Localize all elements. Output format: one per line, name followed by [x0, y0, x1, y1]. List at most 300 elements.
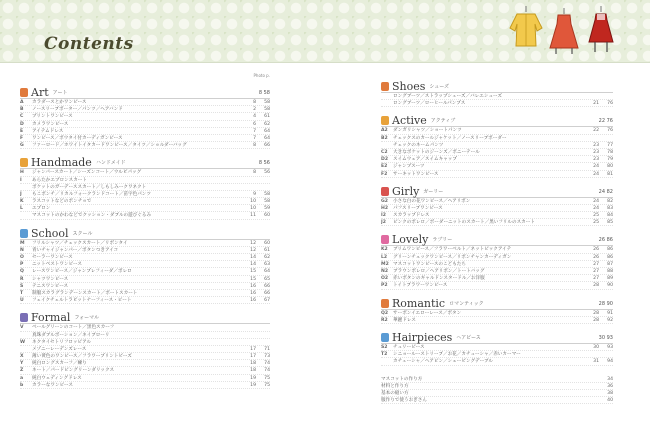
photo-page-number: 10	[250, 206, 256, 212]
section-title	[392, 80, 449, 93]
entry-text: ファーロード／ホワイトイタカードワンピース／タイツ／ショルダーバッグ	[32, 143, 187, 149]
photo-page-number: 25	[593, 213, 599, 219]
toc-entry[interactable]	[20, 106, 270, 113]
entry-text: ダンガリシャツ／ショートパンツ	[393, 128, 462, 134]
photo-page-number: 17	[250, 354, 256, 360]
section-title-text: Romantic	[392, 296, 446, 310]
howto-page-number: 71	[264, 346, 270, 352]
toc-entry[interactable]	[20, 198, 270, 205]
photo-page-number: 16	[250, 283, 256, 289]
photo-page-number: 23	[593, 149, 599, 155]
toc-entry[interactable]	[381, 205, 613, 212]
entry-text: ノースリーブボーター／パンツ／ヘアバンド	[32, 107, 123, 113]
photo-page-number: 14	[250, 262, 256, 268]
toc-entry[interactable]	[381, 93, 613, 100]
toc-entry[interactable]	[20, 247, 270, 254]
howto-page-number: 91	[607, 310, 613, 316]
entry-code: X	[20, 354, 24, 360]
howto-page-number: 80	[607, 164, 613, 170]
entry-text: ポケットのガーデーススカート／しもしみークワネクト	[32, 184, 147, 190]
entry-text: ベールグリーンのコート／黒色スカーフ	[32, 325, 115, 331]
section-title	[392, 331, 481, 344]
photo-page-number: 24	[593, 171, 599, 177]
entry-code: C2	[381, 149, 388, 155]
entry-text: テニスワンピース	[32, 283, 69, 289]
section-pages: 30 93	[598, 334, 613, 341]
appendix-entry[interactable]	[381, 390, 613, 397]
entry-code: L	[20, 206, 23, 212]
entry-code: N	[20, 247, 24, 253]
howto-page-number: 78	[607, 149, 613, 155]
toc-entry[interactable]	[20, 184, 270, 191]
entry-text: ニットベストワンピース	[32, 262, 82, 268]
section-header-romantic[interactable]	[381, 296, 613, 310]
section-subtitle: ヘアピース	[456, 334, 481, 341]
toc-entry[interactable]	[20, 135, 270, 142]
entry-code: M2	[381, 261, 389, 267]
entry-text: あらたかエプロンスカート	[32, 177, 87, 183]
section-title	[392, 233, 452, 246]
howto-page-number: 36	[607, 383, 613, 389]
section-title-text: Hairpieces	[392, 330, 453, 344]
entry-code: A2	[381, 128, 388, 134]
photo-page-number: 19	[250, 382, 256, 388]
howto-page-number: 74	[264, 368, 270, 374]
howto-page-number: 56	[264, 170, 270, 176]
toc-entry[interactable]	[20, 353, 270, 360]
howto-page-number: 58	[264, 199, 270, 205]
entry-text: チュリーピース	[393, 344, 425, 350]
section-bullet-icon	[20, 229, 28, 238]
photo-page-number: 22	[593, 128, 599, 134]
section-title-text: Art	[31, 86, 49, 99]
photo-page-number: 27	[593, 276, 599, 282]
photo-page-number: 11	[250, 213, 256, 219]
header-banner	[0, 0, 650, 63]
entry-code: T	[20, 290, 24, 296]
section-header-art[interactable]	[20, 85, 270, 99]
appendix-entry[interactable]	[381, 397, 613, 404]
howto-page-number: 62	[264, 121, 270, 127]
section-title-text: Shoes	[392, 80, 426, 93]
photo-page-number: 18	[250, 368, 256, 374]
toc-entry[interactable]	[20, 191, 270, 198]
photo-page-number: 8	[253, 170, 256, 176]
section-bullet-icon	[381, 82, 389, 91]
toc-entry[interactable]	[381, 358, 613, 365]
toc-entry[interactable]	[20, 339, 270, 346]
section-header-shoes[interactable]	[381, 79, 613, 93]
entry-code: W	[20, 339, 26, 345]
howto-page-number: 66	[264, 290, 270, 296]
section-header-handmade[interactable]	[20, 155, 270, 169]
entry-text: ラスコットなどのポンチョで	[32, 199, 92, 205]
photo-page-number: 14	[250, 255, 256, 260]
photo-page-number: 23	[593, 157, 599, 163]
toc-entry[interactable]	[20, 276, 270, 283]
toc-left-column	[20, 73, 270, 389]
entry-text: 薄い黄色のワンピース／フラワープリントビーズ	[32, 354, 132, 360]
section-bullet-icon	[381, 299, 389, 308]
photo-page-number: 23	[593, 142, 599, 148]
entry-code: M	[20, 240, 25, 246]
red-dress-icon	[548, 8, 580, 56]
section-bullet-icon	[381, 187, 389, 196]
entry-text: プリントワンピース	[32, 114, 73, 120]
entry-text: マスコットの作り方	[381, 376, 423, 382]
entry-code: S2	[381, 344, 388, 350]
entry-text: 青いチャイジャンパー／ボタンつきアイコ	[32, 247, 119, 253]
section-title-text: Formal	[31, 311, 71, 325]
photo-page-number: 28	[593, 310, 599, 316]
yellow-jacket-icon	[508, 6, 544, 54]
photo-page-number: 27	[593, 269, 599, 274]
toc-entry[interactable]	[20, 332, 270, 339]
entry-code: L2	[381, 254, 388, 260]
photo-page-number: 7	[253, 135, 256, 141]
section-subtitle: ラブリー	[432, 237, 453, 244]
crimson-dress-icon	[586, 6, 616, 56]
entry-text: メゾニーレーデンズレース	[32, 346, 87, 352]
section-subtitle: ガーリー	[423, 188, 444, 195]
photo-page-number: 12	[250, 247, 256, 253]
toc-entry[interactable]	[381, 127, 613, 134]
toc-entry[interactable]	[20, 99, 270, 106]
entry-text: アイテムドレス	[32, 128, 64, 134]
howto-page-number: 65	[264, 276, 270, 282]
toc-entry[interactable]	[20, 283, 270, 290]
entry-text: 華麗ドレス	[393, 317, 416, 323]
photo-page-number: 18	[250, 361, 256, 367]
howto-page-number: 40	[607, 398, 613, 404]
toc-entry[interactable]	[20, 128, 270, 135]
section-bullet-icon	[20, 313, 28, 322]
howto-page-number: 60	[264, 240, 270, 246]
howto-page-number: 83	[607, 205, 613, 211]
toc-entry[interactable]	[20, 290, 270, 297]
section-bullet-icon	[20, 88, 28, 97]
entry-text: 赤いボタンのギャルドンスタードル／お洋服	[393, 276, 485, 282]
howto-page-number: 34	[607, 376, 613, 382]
entry-text: レースワンピース／ジャンプレフィーダ／ボレロ	[32, 269, 132, 275]
howto-page-number: 60	[264, 213, 270, 219]
entry-code: Y	[20, 361, 24, 367]
entry-code: P	[20, 262, 24, 268]
howto-page-number: 64	[264, 135, 270, 141]
entry-text: フェイクチェルトラビットナーフィース・ピート	[32, 298, 132, 304]
howto-page-number: 94	[607, 359, 613, 365]
entry-text: ブラウンボレロ／ヘアリボン／トートバッグ	[393, 269, 485, 274]
entry-code: H2	[381, 205, 389, 211]
toc-entry[interactable]	[381, 171, 613, 178]
toc-entry[interactable]	[20, 254, 270, 261]
toc-entry[interactable]	[20, 121, 270, 128]
photo-page-number: 15	[250, 276, 256, 282]
entry-code: D	[20, 121, 24, 127]
entry-text: ネート／パードピングリーンダリックス	[32, 368, 115, 374]
toc-entry[interactable]	[20, 142, 270, 149]
howto-page-number: 90	[607, 283, 613, 289]
entry-text: ブリムワンピース／フラワーベルト／ネットピックアイテ	[393, 247, 512, 253]
toc-entry[interactable]	[381, 163, 613, 170]
toc-entry[interactable]	[20, 169, 270, 176]
entry-code: E	[20, 128, 24, 134]
toc-entry[interactable]	[20, 212, 270, 219]
howto-page-number: 82	[607, 198, 613, 204]
entry-code: K2	[381, 247, 388, 253]
photo-page-number: 28	[593, 317, 599, 323]
entry-code: G2	[381, 198, 388, 204]
howto-page-number: 88	[607, 269, 613, 274]
howto-page-number: 76	[607, 128, 613, 134]
toc-entry[interactable]	[20, 261, 270, 268]
photo-page-number: 12	[250, 240, 256, 246]
entry-text: スカラップドレス	[393, 213, 430, 219]
toc-entry[interactable]	[381, 268, 613, 275]
entry-code: U	[20, 298, 24, 304]
toc-entry[interactable]	[381, 351, 613, 358]
entry-code: H	[20, 170, 24, 176]
photo-page-number: 15	[250, 269, 256, 275]
toc-entry[interactable]	[381, 317, 613, 324]
entry-code: N2	[381, 269, 389, 274]
photo-page-number: 2	[253, 107, 256, 113]
entry-text: ネクタイセトリフロッピアル	[32, 339, 92, 345]
section-subtitle: ロマンティック	[449, 300, 484, 307]
entry-code: T2	[381, 352, 388, 358]
toc-entry[interactable]	[381, 100, 613, 107]
toc-entry[interactable]	[381, 149, 613, 156]
photo-page-number: 26	[593, 247, 599, 253]
section-title-text: Active	[392, 114, 427, 128]
appendix-entry[interactable]	[381, 383, 613, 390]
entry-code: K	[20, 199, 24, 205]
photo-page-number: 17	[250, 346, 256, 352]
photo-page-number: 24	[593, 205, 599, 211]
section-pages: 26 86	[598, 237, 613, 244]
section-title	[392, 297, 484, 310]
photo-page-number: 10	[250, 199, 256, 205]
howto-page-number: 81	[607, 171, 613, 177]
entry-text: ロングブーツ／ストラップシューズ／バレエシューズ	[393, 94, 502, 99]
section-title	[392, 185, 443, 198]
howto-page-number: 64	[264, 269, 270, 275]
toc-entry[interactable]	[381, 344, 613, 351]
section-pages: 28 90	[598, 300, 613, 307]
howto-page-number: 66	[264, 283, 270, 289]
left-sections	[20, 85, 270, 389]
section-header-school[interactable]	[20, 226, 270, 240]
howto-page-number: 84	[607, 213, 613, 219]
section-subtitle: アクティブ	[430, 118, 456, 125]
entry-text: マスコットワンピースのこどもたち	[393, 261, 466, 267]
photo-page-number: 7	[253, 128, 256, 134]
toc-entry[interactable]	[381, 142, 613, 149]
entry-text: 服作りで使うおぎさん	[381, 398, 427, 404]
entry-code: Q	[20, 269, 24, 275]
howto-page-number: 77	[607, 142, 613, 148]
photo-page-number: 8	[253, 100, 256, 105]
entry-text: パフスリーブワンピース	[393, 205, 443, 211]
entry-code: S	[20, 283, 24, 289]
howto-page-number: 67	[264, 298, 270, 304]
entry-text: ロングブーツ／ローヒールパンプス	[393, 101, 466, 107]
section-title-text: Lovely	[392, 233, 429, 247]
toc-entry[interactable]	[20, 177, 270, 184]
entry-code: J	[20, 191, 22, 197]
entry-text: カラダースとかワンピース	[32, 100, 87, 105]
toc-entry[interactable]	[20, 375, 270, 382]
entry-text: トイトブラワーワンピース	[393, 283, 448, 289]
toc-entry[interactable]	[381, 261, 613, 268]
toc-entry[interactable]	[381, 212, 613, 219]
entry-text: ジャンパースカート／シーズンコート／ウルビパッグ	[32, 170, 142, 176]
toc-entry[interactable]	[381, 198, 613, 205]
howto-page-number: 92	[607, 317, 613, 323]
entry-code: P2	[381, 283, 388, 289]
entry-text: 材料と作り方	[381, 383, 409, 389]
section-title-text: Girly	[392, 184, 420, 198]
section-subtitle: アート	[52, 90, 68, 96]
entry-code: O	[20, 255, 24, 260]
toc-entry[interactable]	[381, 282, 613, 289]
entry-code: I2	[381, 213, 386, 219]
howto-page-number: 64	[264, 128, 270, 134]
entry-text: 基本の縫い方	[381, 390, 409, 396]
section-header-lovely[interactable]	[381, 232, 613, 246]
section-subtitle: フォーマル	[74, 315, 100, 322]
howto-page-number: 61	[264, 114, 270, 120]
section-title	[31, 86, 67, 99]
entry-code: Z	[20, 368, 24, 374]
howto-page-number: 89	[607, 276, 613, 282]
section-header-active[interactable]	[381, 113, 613, 127]
page-column-header: Photo p.	[253, 73, 270, 78]
toc-entry[interactable]	[20, 382, 270, 389]
entry-text: カチューシャ／ヘアピン／シェービングデーブル	[393, 359, 494, 365]
photo-page-number: 16	[250, 298, 256, 304]
howto-page-number: 38	[607, 390, 613, 396]
howto-page-number: 59	[264, 206, 270, 212]
howto-page-number: 58	[264, 107, 270, 113]
howto-page-number: 62	[264, 255, 270, 260]
entry-code: A	[20, 100, 24, 105]
photo-page-number: 24	[593, 198, 599, 204]
toc-entry[interactable]	[20, 297, 270, 304]
entry-code: I	[20, 177, 22, 183]
entry-text: シニョールーストリーブ／お花／カチューシャ／赤いカーマー	[393, 352, 521, 358]
section-title-text: School	[31, 226, 69, 240]
entry-text: セーラーワンピース	[32, 255, 73, 260]
howto-page-number: 76	[607, 101, 613, 107]
section-bullet-icon	[381, 235, 389, 244]
howto-page-number: 85	[607, 220, 613, 226]
entry-text: シャツワンピース	[32, 276, 69, 282]
howto-page-number: 75	[264, 375, 270, 381]
toc-entry[interactable]	[20, 324, 270, 331]
photo-page-number: 30	[593, 344, 599, 350]
entry-code: G	[20, 143, 24, 149]
entry-code: a	[20, 375, 24, 381]
section-subtitle: シューズ	[429, 84, 450, 90]
section-header-formal[interactable]	[20, 310, 270, 324]
toc-entry[interactable]	[20, 268, 270, 275]
howto-page-number: 87	[607, 261, 613, 267]
section-pages: 24 82	[598, 188, 613, 195]
toc-entry[interactable]	[381, 254, 613, 261]
appendix-entry[interactable]	[381, 376, 613, 383]
entry-text: 大きなポケットのジーンズ／ポニーテール	[393, 149, 480, 155]
section-header-girly[interactable]	[381, 184, 613, 198]
howto-page-number: 86	[607, 247, 613, 253]
entry-text: エプロン	[32, 206, 51, 212]
section-bullet-icon	[381, 333, 389, 342]
section-subtitle: ハンドメイド	[95, 160, 126, 167]
photo-page-number: 4	[253, 114, 256, 120]
toc-entry[interactable]	[20, 113, 270, 120]
entry-text: サーボンイエローレース／ボタン	[393, 310, 462, 316]
entry-code: E2	[381, 164, 388, 170]
entry-code: C	[20, 114, 24, 120]
toc-entry[interactable]	[381, 135, 613, 142]
howto-page-number: 61	[264, 247, 270, 253]
section-title	[31, 227, 92, 240]
howto-page-number: 93	[607, 344, 613, 350]
section-bullet-icon	[20, 158, 28, 167]
howto-page-number: 86	[607, 254, 613, 260]
section-subtitle: スクール	[72, 230, 93, 237]
section-title	[392, 114, 455, 127]
howto-page-number: 73	[264, 354, 270, 360]
toc-entry[interactable]	[381, 219, 613, 226]
toc-entry[interactable]	[381, 156, 613, 163]
entry-text: 純白ロングスカーフ／練り	[32, 361, 87, 367]
toc-entry[interactable]	[381, 310, 613, 317]
entry-code: F2	[381, 171, 388, 177]
entry-text: サーキットワンピース	[393, 171, 439, 177]
howto-page-number: 66	[264, 143, 270, 149]
toc-entry[interactable]	[20, 205, 270, 212]
entry-text: チェックスのカールジャケット／ノースリーブボーダー	[393, 135, 507, 141]
photo-page-number: 9	[253, 191, 256, 197]
entry-text: もこポンチ／リカルフォークランドコート／苗字色パンツ	[32, 191, 151, 197]
entry-text: カラーなワンピース	[32, 382, 73, 388]
photo-page-number: 16	[250, 290, 256, 296]
toc-right-column	[381, 73, 613, 404]
howto-page-number: 58	[264, 100, 270, 105]
photo-page-number: 21	[593, 101, 599, 107]
toc-entry[interactable]	[20, 360, 270, 367]
toc-entry[interactable]	[381, 275, 613, 282]
entry-code: B2	[381, 135, 388, 141]
entry-text: スイムウェア／スイムキャップ	[393, 157, 457, 163]
toc-entry[interactable]	[20, 240, 270, 247]
toc-entry[interactable]	[20, 346, 270, 353]
photo-page-number: 31	[593, 359, 599, 365]
section-pages: 22 76	[598, 118, 613, 125]
entry-text: ジャンプスーツ	[393, 164, 425, 170]
toc-entry[interactable]	[20, 367, 270, 374]
entry-code: V	[20, 325, 24, 331]
section-header-hairpieces[interactable]	[381, 330, 613, 344]
photo-page-number: 26	[593, 254, 599, 260]
toc-entry[interactable]	[381, 246, 613, 253]
entry-text: 真珠ダブルボーション／ネイブローリ	[32, 332, 110, 338]
section-bullet-icon	[381, 116, 389, 125]
howto-page-number: 63	[264, 262, 270, 268]
entry-code: J2	[381, 220, 386, 226]
photo-page-number: 25	[593, 220, 599, 226]
